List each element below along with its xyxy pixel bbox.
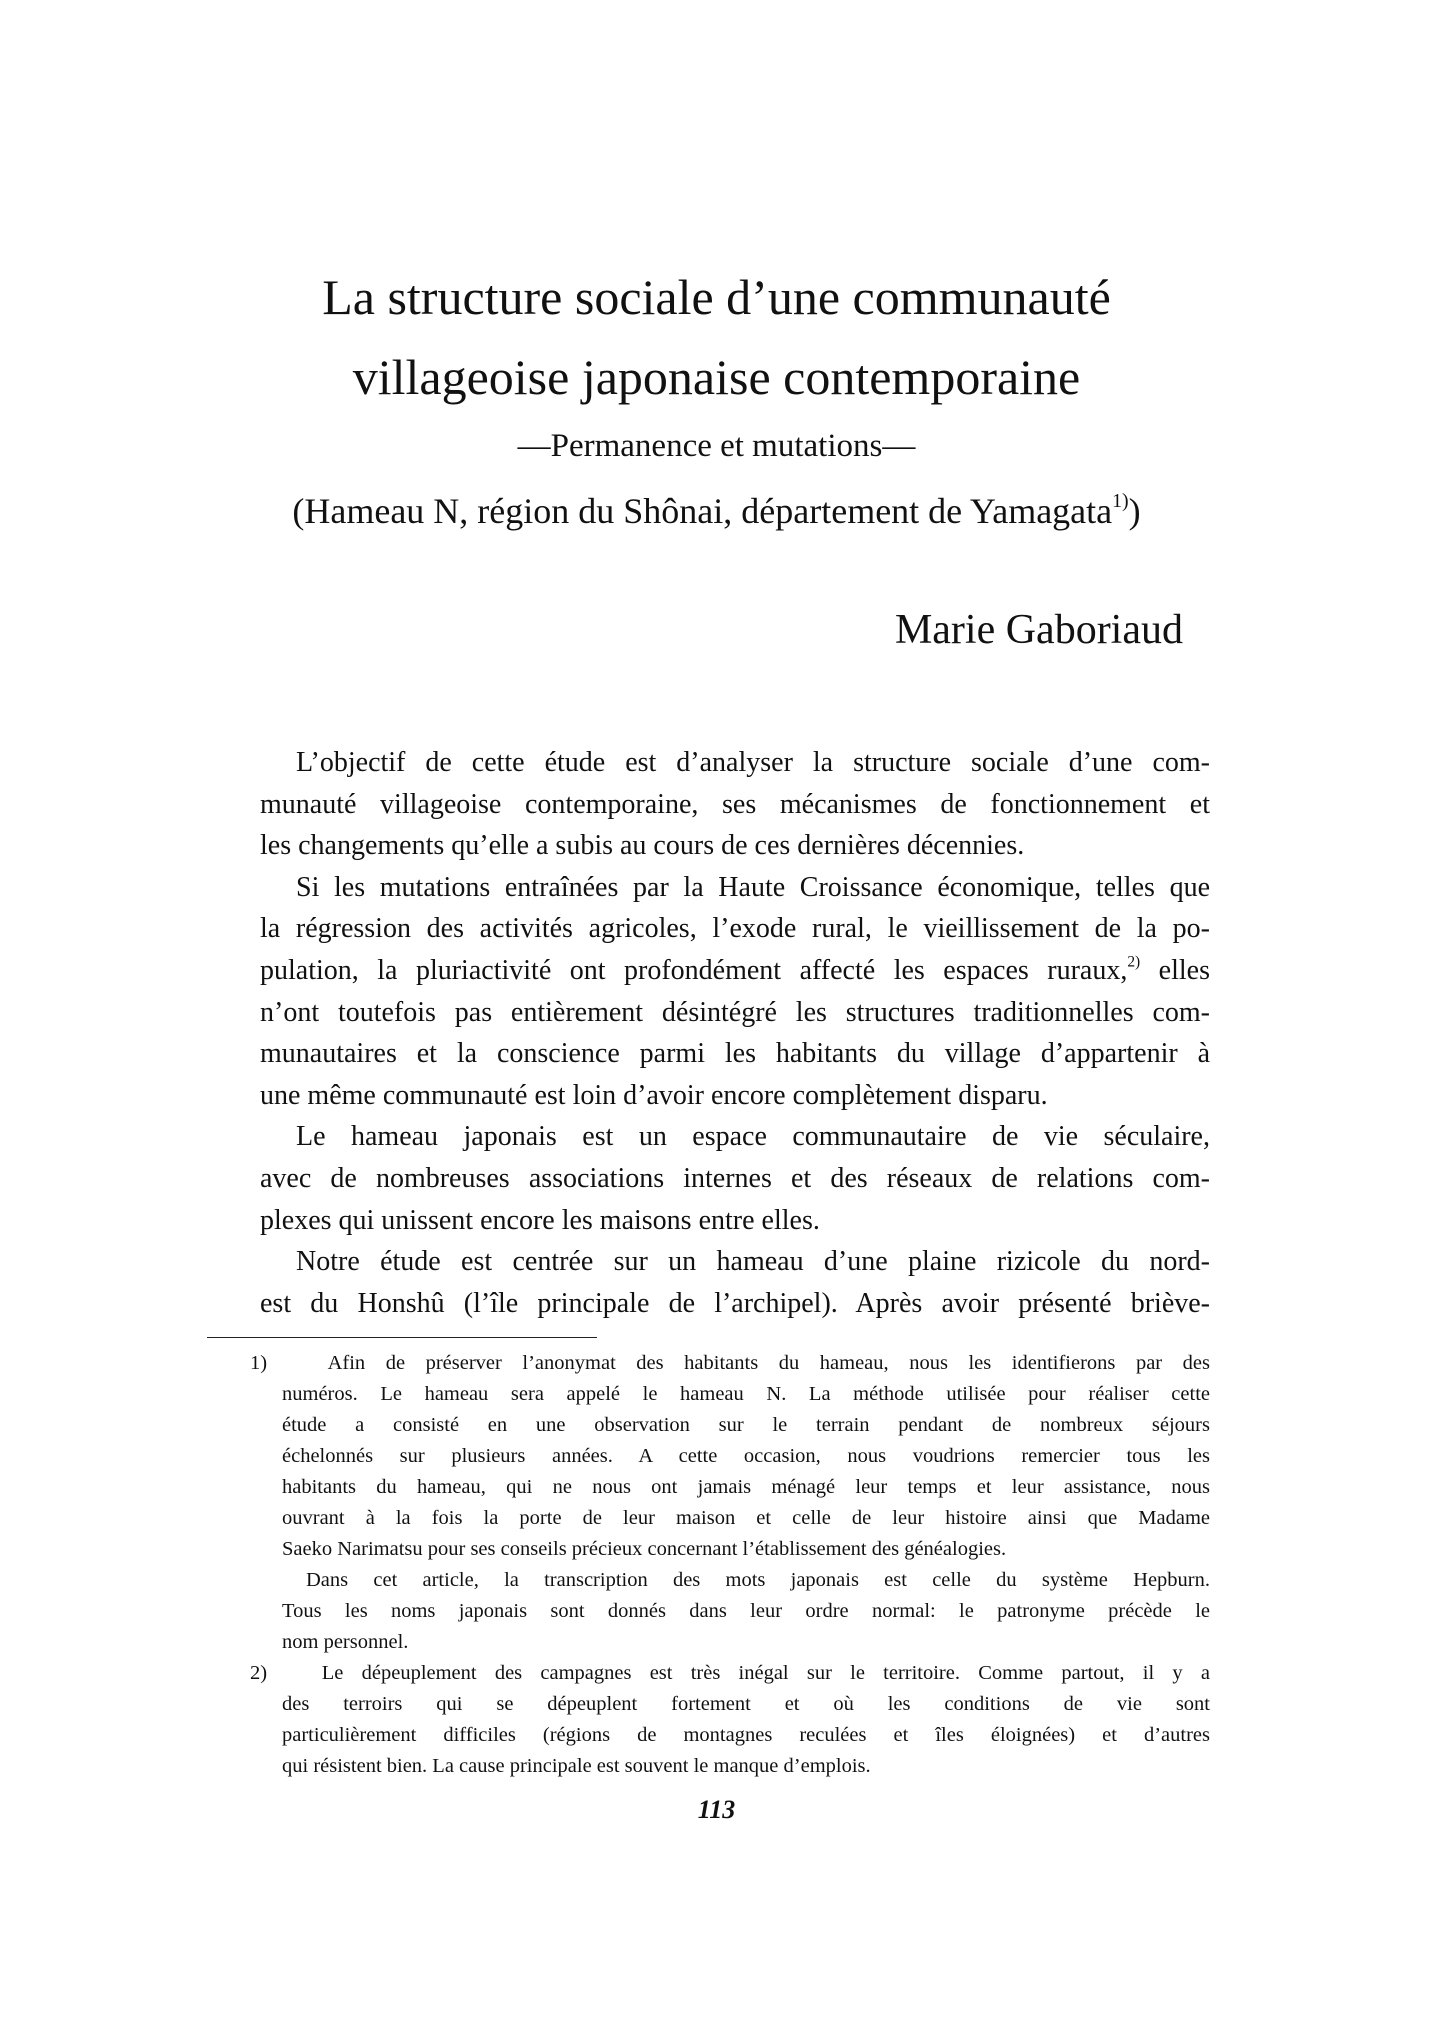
subtitle: —Permanence et mutations—: [517, 428, 916, 464]
location-text: (Hameau N, région du Shônai, département de Yamagata: [292, 491, 1113, 531]
line-text: des terroirs qui se dépeuplent fortement et où les conditions de vie sont: [282, 1693, 1210, 1715]
body-line: [260, 908, 1210, 950]
body-line: [260, 784, 1210, 826]
body-line: [260, 950, 1210, 992]
line-text: Tous les noms japonais sont donnés dans leur ordre normal: le patronyme précède le: [282, 1600, 1210, 1622]
line-text: la régression des activités agricoles, l’exode rural, le vieillissement de la po-: [260, 913, 1210, 945]
footnote-line: [250, 1410, 1210, 1441]
line-text: Saeko Narimatsu pour ses conseils précieux concernant l’établissement des généalogies.: [282, 1538, 1007, 1560]
line-text: Si les mutations entraînées par la Haute Croissance économique, telles que: [296, 871, 1210, 903]
line-text: Notre étude est centrée sur un hameau d’une plaine rizicole du nord-: [296, 1246, 1210, 1278]
line-text: numéros. Le hameau sera appelé le hameau N. La méthode utilisée pour réaliser cette: [282, 1383, 1210, 1405]
author: Marie Gaboriaud: [894, 607, 1183, 653]
line-text: n’ont toutefois pas entièrement désintégré les structures traditionnelles com-: [260, 996, 1210, 1028]
line-text: qui résistent bien. La cause principale est souvent le manque d’emplois.: [282, 1755, 871, 1777]
body-line: [260, 1033, 1210, 1075]
line-text: munauté villageoise contemporaine, ses mécanismes de fonctionnement et: [260, 788, 1210, 820]
footnote-line: [250, 1627, 1210, 1658]
footnote-line: [250, 1379, 1210, 1410]
line-text: est du Honshû (l’île principale de l’archipel). Après avoir présenté briève-: [260, 1287, 1210, 1319]
line-text: 1) Afin de préserver l’anonymat des habitants du hameau, nous les identifierons par des: [250, 1352, 1210, 1374]
line-text: plexes qui unissent encore les maisons entre elles.: [260, 1204, 820, 1236]
footnote-line: [250, 1689, 1210, 1720]
body-line: [260, 1283, 1210, 1325]
footnote-rule: [207, 1337, 597, 1338]
footnote-line: [250, 1348, 1210, 1379]
body-text: [260, 742, 1210, 1324]
line-text: munautaires et la conscience parmi les habitants du village d’appartenir à: [260, 1038, 1210, 1070]
footnote-line: [250, 1441, 1210, 1472]
footnote-line: [250, 1720, 1210, 1751]
body-line: [260, 992, 1210, 1034]
line-text: particulièrement difficiles (régions de montagnes reculées et îles éloignées) et d’autres: [282, 1724, 1210, 1746]
line-text: L’objectif de cette étude est d’analyser la structure sociale d’une com-: [296, 747, 1210, 778]
line-text: Le hameau japonais est un espace communautaire de vie séculaire,: [296, 1121, 1210, 1153]
line-text: pulation, la pluriactivité ont profondément affecté les espaces ruraux,: [260, 954, 1128, 986]
location-subtitle: [0, 490, 1433, 532]
footnote-ref[interactable]: 2): [1127, 953, 1141, 971]
location-close: ): [1128, 491, 1141, 531]
line-text: nom personnel.: [282, 1631, 409, 1653]
title-line-2: villageoise japonaise contemporaine: [352, 349, 1081, 405]
line-text: Dans cet article, la transcription des mots japonais est celle du système Hepburn.: [306, 1569, 1210, 1591]
footnote-line: [250, 1503, 1210, 1534]
body-line: [260, 825, 1210, 867]
page-number: 113: [697, 1795, 736, 1824]
line-text: habitants du hameau, qui ne nous ont jamais ménagé leur temps et leur assistance, nous: [282, 1476, 1210, 1498]
footnote-line: [250, 1534, 1210, 1565]
footnotes: [250, 1348, 1210, 1782]
body-line: [260, 1075, 1210, 1117]
footnote-line: [250, 1751, 1210, 1782]
line-text: les changements qu’elle a subis au cours de ces dernières décennies.: [260, 830, 1025, 862]
body-line: [260, 1200, 1210, 1242]
footnote-line: [250, 1565, 1210, 1596]
footnote-line: [250, 1658, 1210, 1689]
footnote-ref-1[interactable]: 1): [1112, 490, 1129, 513]
footnote-line: [250, 1472, 1210, 1503]
title-line-1: La structure sociale d’une communauté: [322, 269, 1111, 325]
line-text-after: elles: [1140, 954, 1210, 986]
line-text: 2) Le dépeuplement des campagnes est très inégal sur le territoire. Comme partout, il y a: [250, 1662, 1210, 1684]
line-text: échelonnés sur plusieurs années. A cette occasion, nous voudrions remercier tous les: [282, 1445, 1210, 1467]
body-line: [260, 1116, 1210, 1158]
body-line: [260, 742, 1210, 784]
footnote-line: [250, 1596, 1210, 1627]
line-text: avec de nombreuses associations internes et des réseaux de relations com-: [260, 1162, 1210, 1194]
line-text: ouvrant à la fois la porte de leur maison et celle de leur histoire ainsi que Madame: [282, 1507, 1210, 1529]
line-text: une même communauté est loin d’avoir encore complètement disparu.: [260, 1079, 1048, 1111]
body-line: [260, 1158, 1210, 1200]
body-line: [260, 1241, 1210, 1283]
line-text: étude a consisté en une observation sur le terrain pendant de nombreux séjours: [282, 1414, 1210, 1436]
body-line: [260, 867, 1210, 909]
